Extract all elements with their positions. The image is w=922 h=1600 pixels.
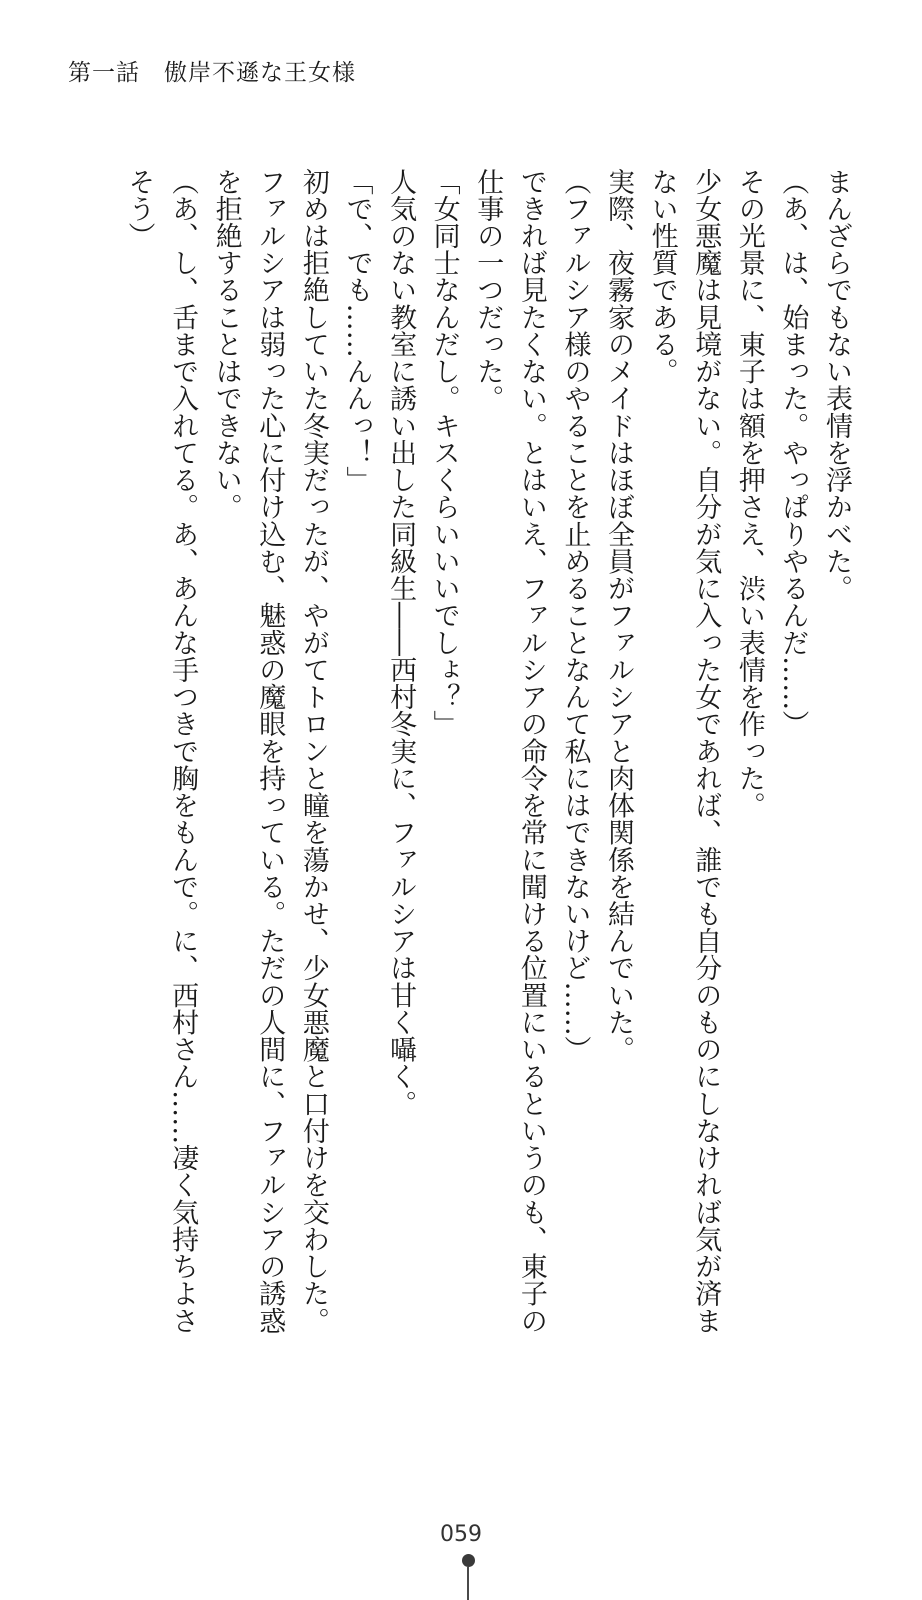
- paragraph: （ファルシア様のやることを止めることなんて私にはできないけど……）: [559, 168, 591, 1063]
- page-number: 059: [440, 1522, 482, 1547]
- folio-dot-ornament: [462, 1554, 475, 1567]
- paragraph: まんざらでもない表情を浮かべた。: [821, 168, 852, 602]
- paragraph: その光景に、東子は額を押さえ、渋い表情を作った。: [733, 168, 765, 819]
- folio-line-ornament: [467, 1567, 469, 1600]
- paragraph: できれば見たくない。とはいえ、ファルシアの命令を常に聞ける位置にいるというのも、東子の仕事の一つだった。: [472, 168, 547, 1335]
- paragraph: 実際、夜霧家のメイドはほぼ全員がファルシアと肉体関係を結んでいた。: [603, 168, 635, 1063]
- paragraph: 少女悪魔は見境がない。自分が気に入った女であれば、誰でも自分のものにしなければ気が済まない性質である。: [646, 168, 722, 1335]
- body-text: [58, 168, 858, 1358]
- paragraph: 初めは拒絶していた冬実だったが、やがてトロンと瞳を蕩かせ、少女悪魔と口付けを交わした。: [297, 168, 329, 1335]
- running-head: 第一話 傲岸不遜な王女様: [68, 60, 356, 86]
- paragraph: 人気のない教室に誘い出した同級生――西村冬実に、ファルシアは甘く囁く。: [385, 168, 417, 1118]
- paragraph: （あ、し、舌まで入れてる。あ、あんな手つきで胸をもんで。に、西村さん……凄く気持ちよさそう）: [123, 168, 199, 1335]
- paragraph: 「女同士なんだし。キスくらいいいでしょ？」: [428, 168, 460, 738]
- paragraph: 「で、でも……んんっ！」: [341, 168, 373, 494]
- paragraph: （あ、は、始まった。やっぱりやるんだ……）: [777, 168, 809, 738]
- paragraph: ファルシアは弱った心に付け込む、魅惑の魔眼を持っている。ただの人間に、ファルシアの誘惑を拒絶することはできない。: [210, 168, 286, 1335]
